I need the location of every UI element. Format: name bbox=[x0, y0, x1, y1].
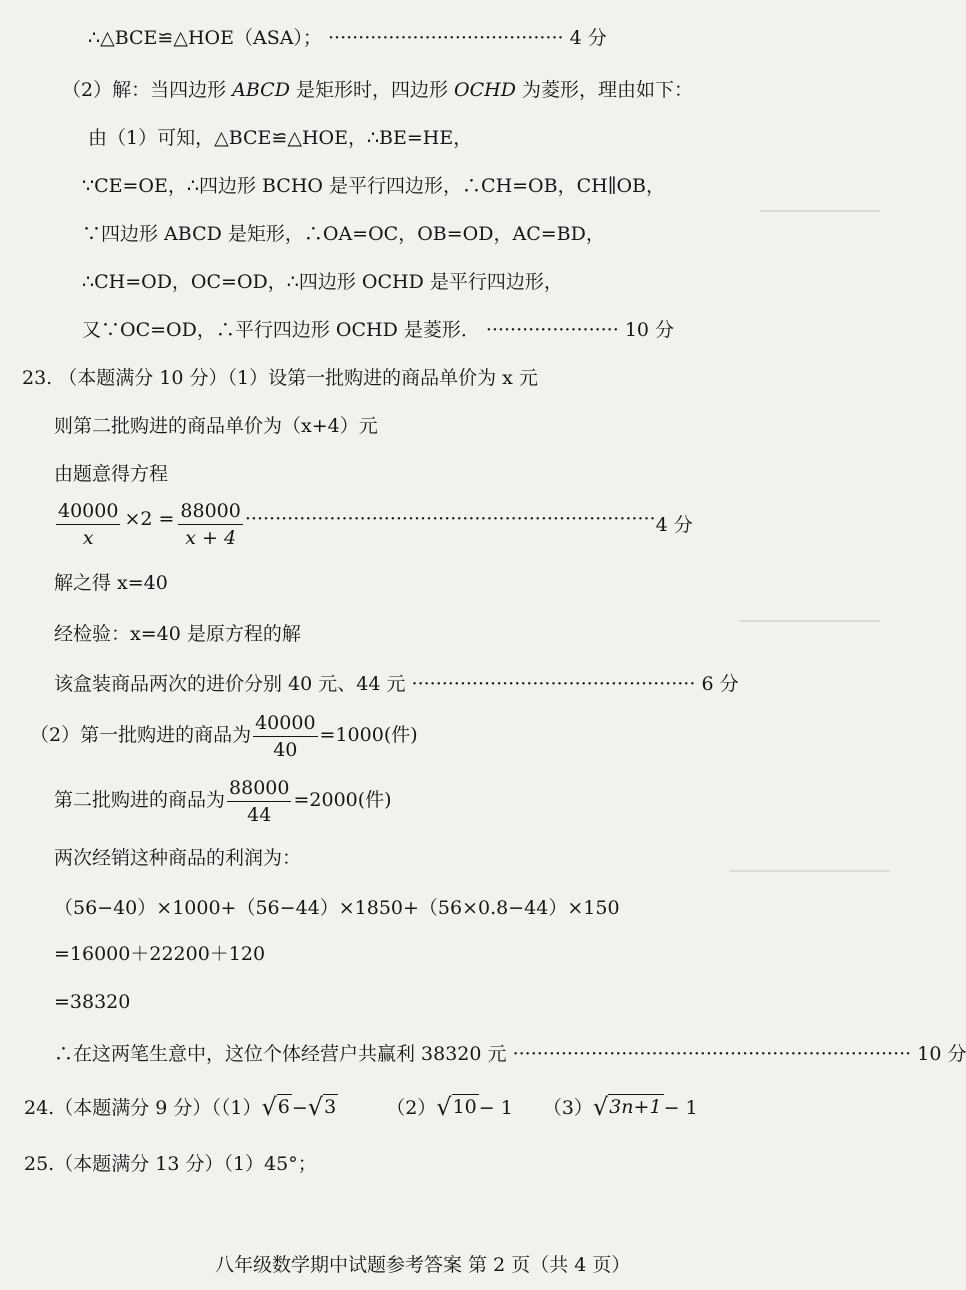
bleed-through-mark bbox=[760, 210, 880, 212]
part2-second-batch: 第二批购进的商品为 $\frac{88000}{44}$ =2000(件) bbox=[54, 777, 392, 826]
q23-line-2: 则第二批购进的商品单价为（x+4）元 bbox=[54, 415, 378, 437]
profit-step-1: =16000＋22200＋120 bbox=[54, 943, 266, 965]
profit-expression: （56−40）×1000+（56−44）×1850+（56×0.8−44）×150 bbox=[54, 897, 620, 919]
equation-line: $\frac{40000}{x}$ ×2 = $\frac{88000}{x + 4}$ ···································································· 4 分 bbox=[58, 500, 693, 549]
profit-step-2: =38320 bbox=[54, 991, 131, 1013]
fraction-88000-over-44: $\frac{88000}{44}$ bbox=[229, 777, 290, 826]
sqrt-10: √ 10 bbox=[436, 1093, 477, 1121]
question-24-answers: 24.（本题满分 9 分）（（1） √ 6 − √ 3 （2） √ 10 − 1 （3） √ 3n+1 − 1 bbox=[24, 1093, 698, 1121]
line-proof-2: ∵CE=OE，∴四边形 BCHO 是平行四边形，∴CH=OB，CH∥OB， bbox=[82, 175, 666, 197]
sqrt-3n-plus-1: √ 3n+1 bbox=[592, 1093, 662, 1121]
question-23-heading: 23. （本题满分 10 分）（1）设第一批购进的商品单价为 x 元 bbox=[22, 367, 538, 389]
line-proof-5: 又∵OC=OD，∴平行四边形 OCHD 是菱形． ······················ 10 分 bbox=[82, 319, 675, 341]
page-footer: 八年级数学期中试题参考答案 第 2 页（共 4 页） bbox=[215, 1254, 631, 1276]
question-25-answer: 25.（本题满分 13 分）（1）45°； bbox=[24, 1153, 317, 1175]
sqrt-3: √ 3 bbox=[307, 1093, 337, 1121]
fraction-40000-over-x: $\frac{40000}{x}$ bbox=[58, 500, 119, 549]
q23-line-3: 由题意得方程 bbox=[54, 463, 169, 485]
solution-line-3: 该盒装商品两次的进价分别 40 元、44 元 ··············································· 6 分 bbox=[54, 673, 739, 695]
bleed-through-mark bbox=[740, 620, 880, 622]
fraction-40000-over-40: $\frac{40000}{40}$ bbox=[255, 712, 316, 761]
line-part2-intro: （2）解：当四边形 ABCD 是矩形时，四边形 OCHD 为菱形，理由如下： bbox=[62, 79, 694, 101]
fraction-88000-over-x-plus-4: $\frac{88000}{x + 4}$ bbox=[180, 500, 241, 549]
line-asa-conclusion: ∴△BCE≌△HOE（ASA）； ······································· 4 分 bbox=[88, 27, 607, 49]
line-proof-1: 由（1）可知，△BCE≌△HOE，∴BE=HE， bbox=[88, 127, 473, 149]
line-proof-3: ∵四边形 ABCD 是矩形，∴OA=OC，OB=OD，AC=BD， bbox=[82, 223, 605, 245]
profit-heading: 两次经销这种商品的利润为： bbox=[54, 847, 302, 869]
profit-conclusion: ∴在这两笔生意中，这位个体经营户共赢利 38320 元 ·································································· 10 分 bbox=[54, 1043, 966, 1065]
line-proof-4: ∴CH=OD，OC=OD，∴四边形 OCHD 是平行四边形， bbox=[82, 271, 563, 293]
solution-line-1: 解之得 x=40 bbox=[54, 572, 168, 594]
part2-first-batch: （2）第一批购进的商品为 $\frac{40000}{40}$ =1000(件) bbox=[30, 712, 418, 761]
sqrt-6: √ 6 bbox=[261, 1093, 290, 1121]
solution-line-2: 经检验：x=40 是原方程的解 bbox=[54, 623, 301, 645]
bleed-through-mark bbox=[730, 870, 890, 872]
